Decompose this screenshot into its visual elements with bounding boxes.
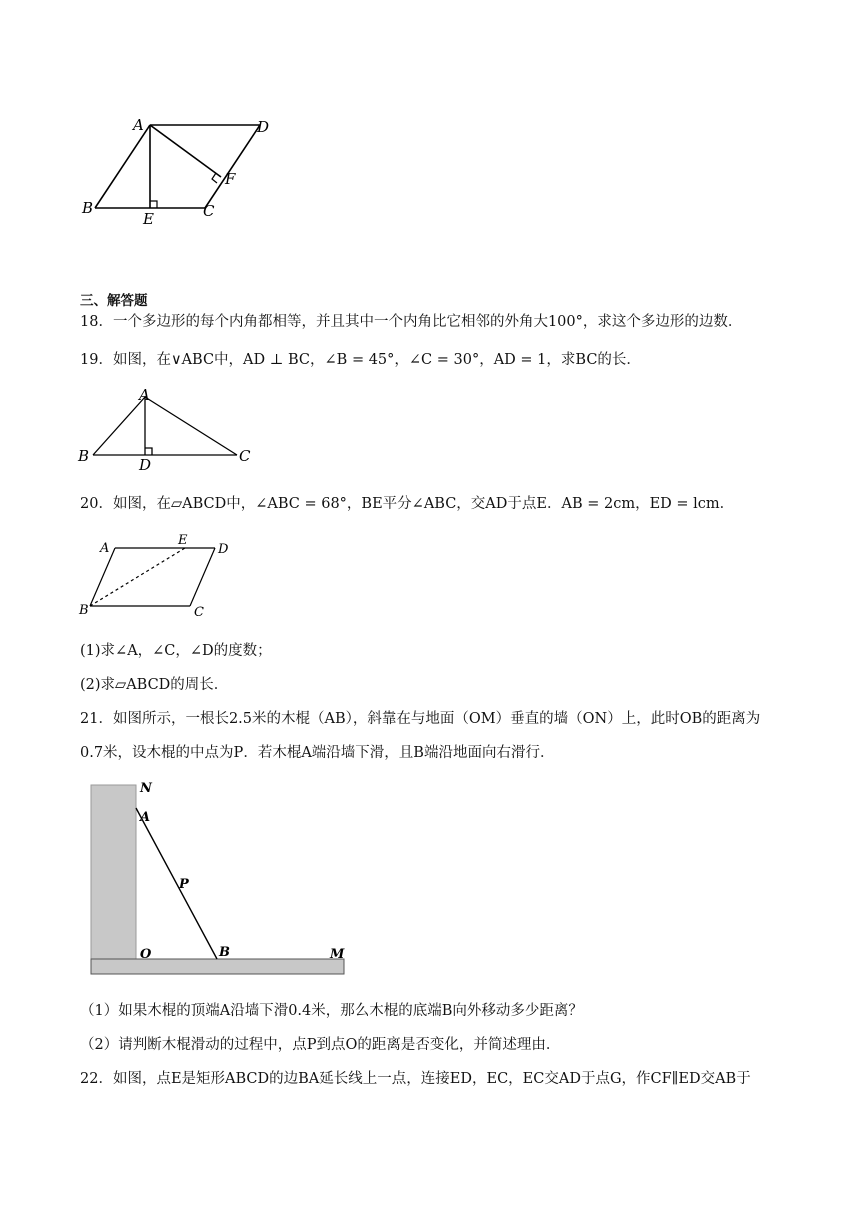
- fig21-label-n: N: [140, 781, 152, 796]
- fig17-label-f: F: [225, 170, 236, 188]
- question-21-part-2: （2）请判断木棍滑动的过程中，点P到点O的距离是否变化，并简述理由．: [80, 1037, 561, 1053]
- fig21-label-o: O: [140, 947, 152, 962]
- figure-19-triangle: [75, 382, 265, 472]
- fig20-label-c: C: [194, 605, 204, 620]
- section-title: 三、解答题: [80, 293, 148, 309]
- question-22: 22．如图，点E是矩形ABCD的边BA延长线上一点，连接ED，EC，EC交AD于点G，作CF∥ED交AB于: [80, 1071, 751, 1087]
- figure-20-parallelogram: [75, 532, 255, 622]
- fig17-label-a: A: [133, 116, 144, 134]
- question-20: 20．如图，在▱ABCD中，∠ABC = 68°，BE平分∠ABC，交AD于点E．AB = 2cm，ED = lcm．: [80, 496, 735, 512]
- fig21-label-a: A: [140, 810, 151, 825]
- fig20-label-b: B: [79, 603, 89, 618]
- fig19-label-d: D: [139, 456, 152, 472]
- figure-17-parallelogram: [75, 110, 285, 235]
- fig17-label-d: D: [257, 118, 270, 136]
- fig17-label-e: E: [143, 210, 154, 228]
- fig17-label-c: C: [203, 202, 215, 220]
- fig19-label-b: B: [78, 447, 90, 465]
- fig19-label-c: C: [239, 447, 251, 465]
- fig19-label-a: A: [139, 386, 150, 404]
- question-18: 18．一个多边形的每个内角都相等，并且其中一个内角比它相邻的外角大100°，求这个多边形的边数．: [80, 314, 743, 330]
- question-19: 19．如图，在∨ABC中，AD ⊥ BC，∠B = 45°，∠C = 30°，AD = 1，求BC的长．: [80, 352, 641, 368]
- figure-21-ladder: [85, 780, 355, 980]
- fig21-label-m: M: [330, 947, 345, 962]
- question-20-part-2: (2)求▱ABCD的周长．: [80, 677, 229, 693]
- question-21-line-1: 21．如图所示，一根长2.5米的木棍（AB），斜靠在与地面（OM）垂直的墙（ON）上，此时OB的距离为: [80, 711, 761, 727]
- fig21-label-b: B: [219, 945, 230, 960]
- fig20-label-a: A: [100, 541, 110, 556]
- fig20-label-e: E: [178, 533, 188, 548]
- question-21-part-1: （1）如果木棍的顶端A沿墙下滑0.4米，那么木棍的底端B向外移动多少距离？: [80, 1003, 583, 1019]
- fig17-label-b: B: [82, 199, 94, 217]
- fig20-label-d: D: [218, 542, 229, 557]
- fig21-label-p: P: [179, 877, 189, 892]
- question-20-part-1: (1)求∠A，∠C，∠D的度数；: [80, 643, 272, 659]
- question-21-line-2: 0.7米，设木棍的中点为P．若木棍A端沿墙下滑，且B端沿地面向右滑行．: [80, 745, 555, 761]
